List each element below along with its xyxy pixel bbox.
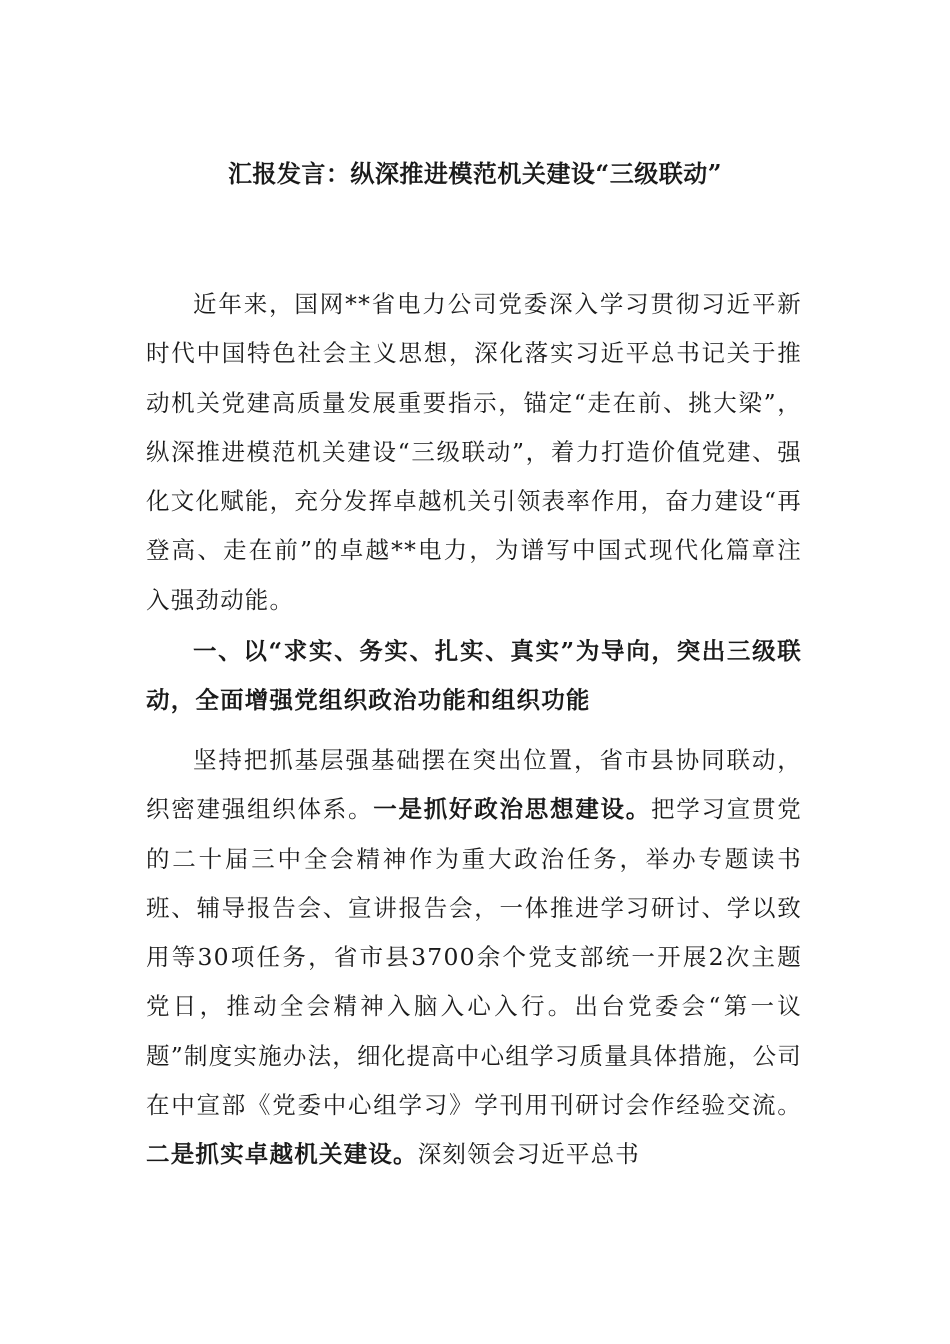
bold-lead-2: 二是抓实卓越机关建设。 xyxy=(146,1140,418,1169)
bold-lead-1: 一是抓好政治思想建设。 xyxy=(373,795,652,824)
intro-paragraph: 近年来，国网**省电力公司党委深入学习贯彻习近平新时代中国特色社会主义思想，深化落实习近平总书记关于推动机关党建高质量发展重要指示，锚定“走在前、挑大梁”，纵深推进模范机关建设“三级联动”，着力打造价值党建、强化文化赋能，充分发挥卓越机关引领表率作用，奋力建设“再登高、走在前”的卓越**电力，为谱写中国式现代化篇章注入强劲动能。 xyxy=(146,290,802,614)
document-title: 汇报发言：纵深推进模范机关建设“三级联动” xyxy=(227,159,723,188)
section-heading-1: 一、以“求实、务实、扎实、真实”为导向，突出三级联动，全面增强党组织政治功能和组织功能 xyxy=(146,637,802,715)
paragraph-text: 深刻领会习近平总书 xyxy=(417,1140,641,1169)
paragraph-text: 把学习宣贯党的二十届三中全会精神作为重大政治任务，举办专题读书班、辅导报告会、宣讲报告会，一体推进学习研讨、学以致用等30项任务，省市县3700余个党支部统一开展2次主题党日，推动全会精神入脑入心入行。出台党委会“第一议题”制度实施办法，细化提高中心组学习质量具体措施，公司在中宣部《党委中心组学习》学刊用刊研讨会作经验交流。 xyxy=(146,795,802,1120)
paragraph-text: 坚持把抓基层强基础摆在突出位置，省市县协同联动，织密建强组织体系。 xyxy=(146,746,802,824)
section-1-paragraph xyxy=(146,736,802,1180)
